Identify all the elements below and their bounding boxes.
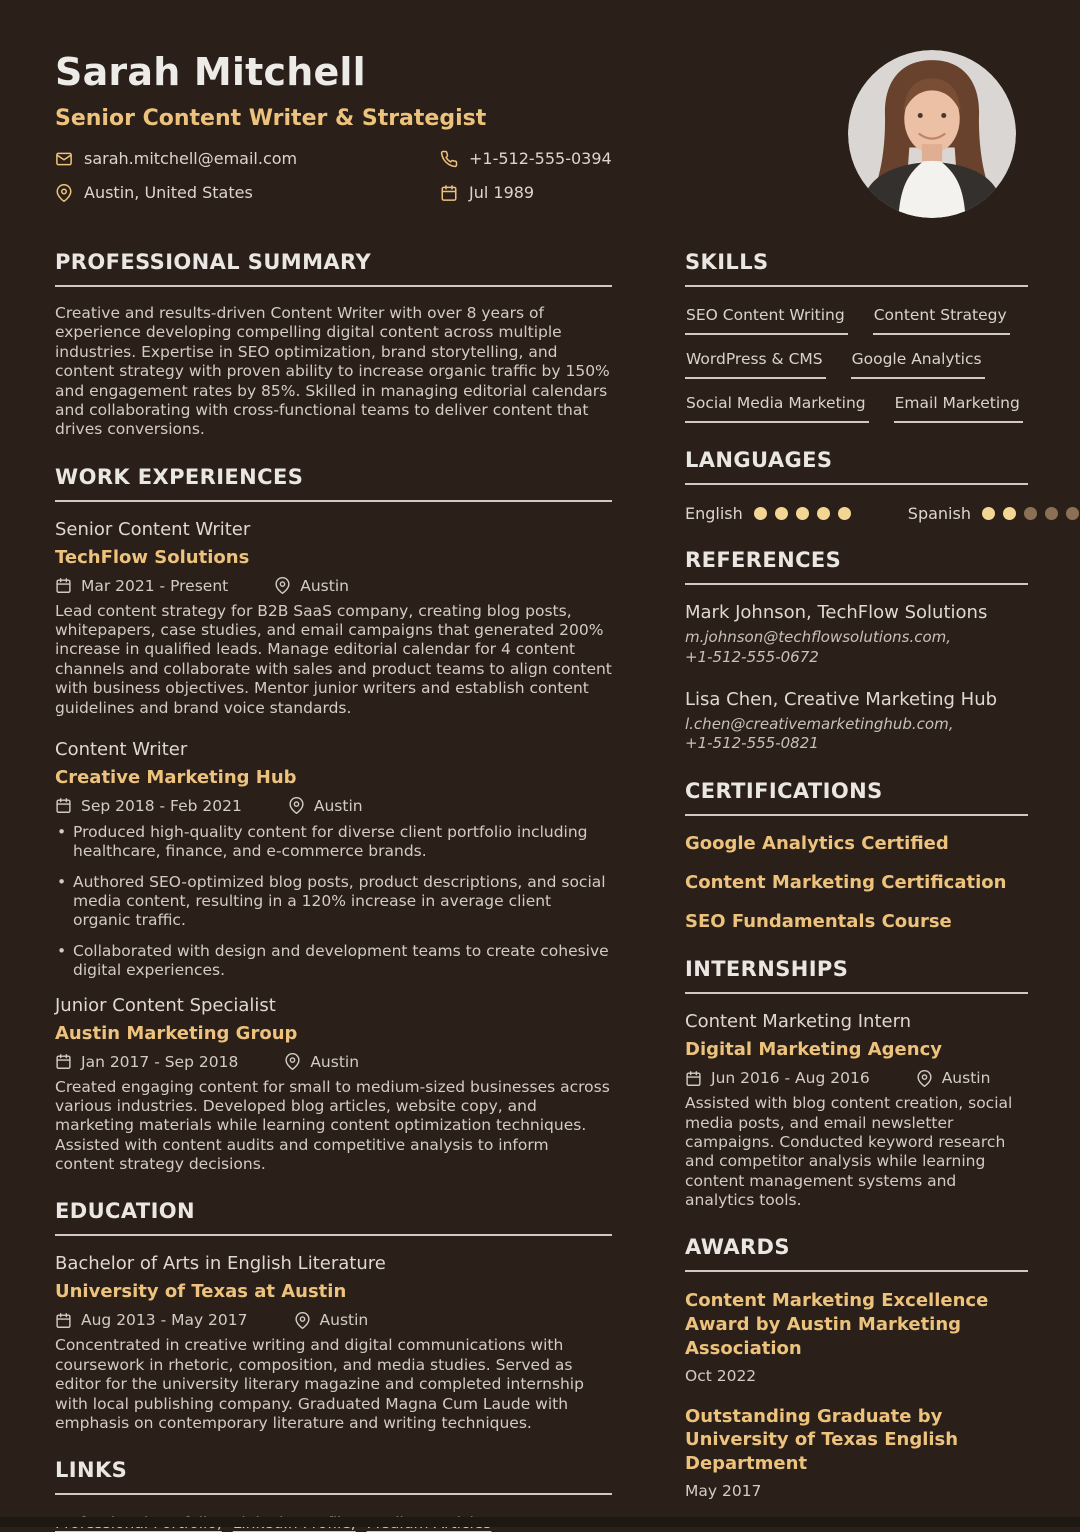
reference-name: Mark Johnson, TechFlow Solutions — [685, 602, 988, 623]
header — [55, 50, 1028, 218]
job-entry — [55, 519, 612, 718]
internships-heading: INTERNSHIPS — [685, 957, 1028, 994]
reference-item — [685, 689, 1028, 755]
job-description: Lead content strategy for B2B SaaS company, creating blog posts, whitepapers, case studies, and email campaigns that generated 200% increase in qualified leads. Manage editorial calendar for 4 content channels and collaborate with sales and product teams to align content with business objectives. Mentor junior writers and establish content guidelines and brand voice standards. — [55, 601, 612, 717]
person-title: Senior Content Writer & Strategist — [55, 106, 487, 131]
reference-phone: +1-512-555-0672 — [685, 647, 819, 666]
award-date: Oct 2022 — [685, 1366, 757, 1385]
work-heading: WORK EXPERIENCES — [55, 465, 612, 502]
contact-email — [55, 149, 440, 168]
internship-entry — [685, 1011, 1028, 1210]
job-company: TechFlow Solutions — [55, 546, 250, 568]
skill-item: WordPress & CMS — [685, 350, 826, 379]
column-gap — [612, 250, 685, 1532]
section-work — [55, 465, 612, 1175]
job-bullet: • Authored SEO-optimized blog posts, product descriptions, and social media content, resulting in a 120% increase in average client organic traffic. — [55, 873, 612, 931]
language-item — [908, 504, 1079, 523]
skill-item: Email Marketing — [894, 394, 1023, 423]
language-level-dot — [1066, 507, 1079, 520]
job-location — [284, 1053, 359, 1071]
header-identity — [55, 50, 612, 202]
internship-location — [916, 1069, 991, 1087]
job-dates — [55, 797, 242, 815]
skills-heading: SKILLS — [685, 250, 1028, 287]
reference-phone: +1-512-555-0821 — [685, 734, 819, 753]
job-meta — [55, 1053, 612, 1071]
phone-icon — [440, 150, 458, 168]
awards-heading: AWARDS — [685, 1235, 1028, 1272]
job-bullet: • Collaborated with design and development teams to create cohesive digital experiences. — [55, 942, 612, 981]
skill-item: SEO Content Writing — [685, 306, 848, 335]
reference-email: l.chen@creativemarketinghub.com, — [685, 714, 954, 733]
education-meta — [55, 1311, 612, 1329]
summary-text: Creative and results-driven Content Writer with over 8 years of experience developing compelling digital content across multiple industries. Expertise in SEO optimization, brand storytelling, and content strategy with proven ability to increase organic traffic by 150% and engagement rates by 85%. Skilled in managing editorial calendars and collaborating with cross-functional teams to deliver content that drives conversions. — [55, 304, 610, 439]
job-location-value: Austin — [313, 796, 363, 815]
certification-item: Content Marketing Certification — [685, 872, 1007, 894]
language-level — [982, 507, 1079, 520]
education-dates — [55, 1311, 248, 1329]
internship-description: Assisted with blog content creation, social media posts, and email newsletter campaigns. Conducted keyword research and competitor analysis while learning content management systems and analytics tools. — [685, 1094, 1013, 1210]
language-level-dot — [838, 507, 851, 520]
location-pin-icon — [916, 1070, 933, 1087]
education-location — [294, 1311, 369, 1329]
job-dates-value: Mar 2021 - Present — [81, 576, 229, 595]
calendar-icon — [55, 577, 72, 594]
education-dates-value: Aug 2013 - May 2017 — [81, 1311, 248, 1330]
internship-company: Digital Marketing Agency — [685, 1039, 942, 1061]
calendar-icon — [55, 1053, 72, 1070]
job-location-value: Austin — [300, 576, 349, 595]
internship-dates-value: Jun 2016 - Aug 2016 — [711, 1069, 870, 1088]
internship-meta — [685, 1069, 1028, 1087]
location-pin-icon — [284, 1053, 301, 1070]
job-bullets — [55, 823, 612, 981]
job-entry — [55, 739, 612, 981]
left-column — [55, 250, 612, 1532]
location-pin-icon — [55, 184, 73, 202]
award-item — [685, 1289, 1028, 1384]
section-education — [55, 1199, 612, 1433]
job-dates-value: Sep 2018 - Feb 2021 — [81, 796, 242, 815]
skill-item: Content Strategy — [873, 306, 1010, 335]
job-location — [274, 577, 349, 595]
skill-item: Social Media Marketing — [685, 394, 869, 423]
job-entry — [55, 995, 612, 1175]
language-level-dot — [1045, 507, 1058, 520]
job-title: Senior Content Writer — [55, 518, 251, 540]
education-heading: EDUCATION — [55, 1199, 612, 1236]
language-name: English — [685, 504, 743, 523]
language-name: Spanish — [907, 504, 971, 523]
location-pin-icon — [288, 797, 305, 814]
job-company: Creative Marketing Hub — [55, 766, 297, 788]
section-awards — [685, 1235, 1028, 1500]
section-references — [685, 548, 1028, 754]
job-dates — [55, 577, 228, 595]
internship-title: Content Marketing Intern — [685, 1011, 912, 1033]
skill-item: Google Analytics — [851, 350, 985, 379]
education-entry — [55, 1253, 612, 1433]
contact-email-value: sarah.mitchell@email.com — [84, 149, 298, 168]
education-location-value: Austin — [319, 1311, 369, 1330]
education-degree: Bachelor of Arts in English Literature — [55, 1253, 386, 1275]
language-level-dot — [1003, 507, 1016, 520]
job-description: Created engaging content for small to medium-sized businesses across various industries. Developed blog articles, website copy, and marketing materials while learning content optimization techniques. Assisted with content audits and competitive analysis to inform content strategy decisions. — [55, 1077, 610, 1173]
language-item — [685, 504, 851, 523]
job-title: Junior Content Specialist — [55, 994, 276, 1016]
language-level-dot — [796, 507, 809, 520]
contact-birthdate-value: Jul 1989 — [469, 183, 535, 202]
job-meta — [55, 797, 612, 815]
contact-location — [55, 183, 440, 202]
award-date: May 2017 — [685, 1481, 762, 1500]
award-item — [685, 1405, 1028, 1500]
education-school: University of Texas at Austin — [55, 1281, 347, 1303]
job-bullet: • Produced high-quality content for diverse client portfolio including healthcare, finance, and e-commerce brands. — [55, 823, 612, 862]
language-level-dot — [775, 507, 788, 520]
job-location — [288, 797, 363, 815]
award-title: Content Marketing Excellence Award by Austin Marketing Association — [685, 1290, 989, 1359]
calendar-icon — [55, 797, 72, 814]
contact-phone-value: +1-512-555-0394 — [469, 149, 612, 168]
calendar-icon — [685, 1070, 702, 1087]
reference-item — [685, 602, 1028, 668]
certification-item: Google Analytics Certified — [685, 833, 949, 855]
section-summary — [55, 250, 612, 440]
languages-heading: LANGUAGES — [685, 448, 1028, 485]
skills-list — [685, 304, 1028, 423]
job-title: Content Writer — [55, 738, 188, 760]
calendar-icon — [55, 1312, 72, 1329]
person-name: Sarah Mitchell — [55, 50, 366, 94]
main-content — [55, 250, 1028, 1532]
language-level-dot — [982, 507, 995, 520]
job-location-value: Austin — [310, 1052, 360, 1071]
section-certifications — [685, 779, 1028, 932]
job-meta — [55, 577, 612, 595]
contact-birthdate — [440, 183, 612, 202]
calendar-icon — [440, 184, 458, 202]
education-description: Concentrated in creative writing and digital communications with coursework in rhetoric, composition, and media studies. Served as editor for the university literary magazine and completed internship with local publishing company. Graduated Magna Cum Laude with emphasis on contemporary literature and writing techniques. — [55, 1336, 584, 1432]
language-level-dot — [754, 507, 767, 520]
reference-email: m.johnson@techflowsolutions.com, — [685, 628, 952, 646]
section-languages — [685, 448, 1028, 523]
reference-name: Lisa Chen, Creative Marketing Hub — [685, 688, 998, 710]
contact-info — [55, 149, 612, 202]
avatar — [848, 50, 1016, 218]
right-column — [685, 250, 1028, 1532]
certification-item: SEO Fundamentals Course — [685, 911, 952, 933]
mail-icon — [55, 150, 73, 168]
internship-location-value: Austin — [941, 1069, 991, 1088]
award-title: Outstanding Graduate by University of Texas English Department — [685, 1405, 959, 1475]
profile-photo — [848, 50, 1016, 218]
languages-list — [685, 502, 1028, 523]
location-pin-icon — [274, 577, 291, 594]
section-skills — [685, 250, 1028, 423]
links-heading: LINKS — [55, 1458, 612, 1495]
language-level-dot — [817, 507, 830, 520]
section-internships — [685, 957, 1028, 1210]
page-bottom-edge — [0, 1517, 1080, 1527]
internship-dates — [685, 1069, 870, 1087]
contact-phone — [440, 149, 612, 168]
certifications-heading: CERTIFICATIONS — [685, 779, 1028, 816]
references-heading: REFERENCES — [685, 548, 1028, 585]
contact-location-value: Austin, United States — [84, 183, 253, 202]
job-dates-value: Jan 2017 - Sep 2018 — [81, 1052, 239, 1071]
summary-heading: PROFESSIONAL SUMMARY — [55, 250, 612, 287]
location-pin-icon — [294, 1312, 311, 1329]
language-level — [754, 507, 851, 520]
job-dates — [55, 1053, 238, 1071]
language-level-dot — [1024, 507, 1037, 520]
job-company: Austin Marketing Group — [55, 1022, 298, 1044]
